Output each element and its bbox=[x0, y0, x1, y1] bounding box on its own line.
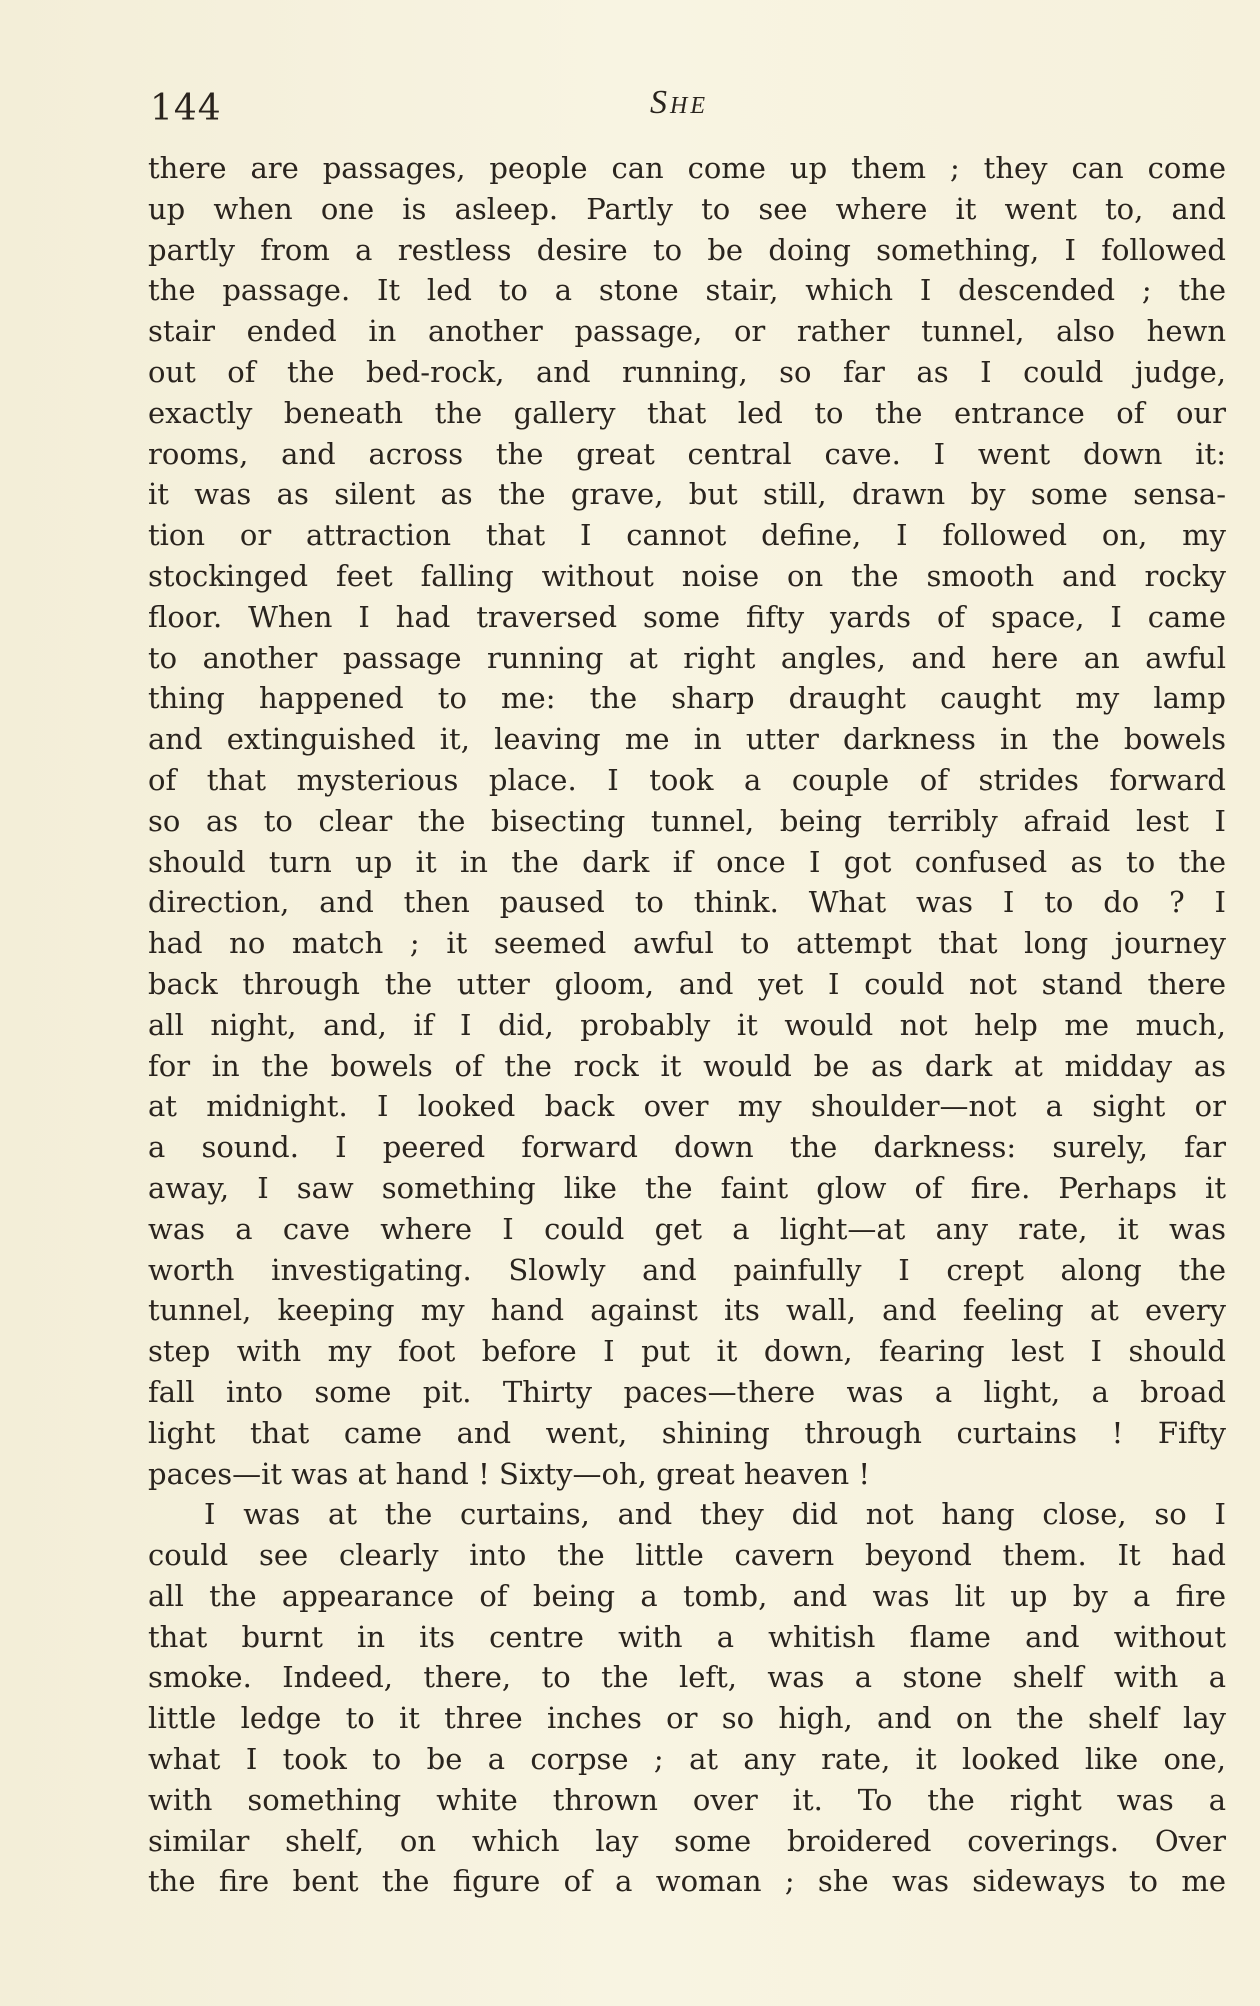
text-line: stair ended in another passage, or rather tunnel, also hewn bbox=[148, 314, 1226, 349]
text-line: for in the bowels of the rock it would be as dark at midday as bbox=[148, 1048, 1226, 1083]
text-line: of that mysterious place. I took a couple of strides forward bbox=[148, 762, 1226, 797]
text-line: step with my foot before I put it down, fearing lest I should bbox=[148, 1334, 1226, 1369]
text-line: light that came and went, shining through curtains ! Fifty bbox=[148, 1415, 1226, 1450]
text-line: out of the bed-rock, and running, so far as I could judge, bbox=[148, 354, 1226, 389]
text-line: a sound. I peered forward down the darkness: surely, far bbox=[148, 1130, 1226, 1165]
text-line: there are passages, people can come up them ; they can come bbox=[148, 151, 1226, 185]
text-line: tion or attraction that I cannot define, I followed on, my bbox=[148, 518, 1226, 553]
text-line: little ledge to it three inches or so high, and on the shelf lay bbox=[148, 1701, 1226, 1736]
text-line: exactly beneath the gallery that led to the entrance of our bbox=[148, 395, 1226, 430]
text-line: the fire bent the figure of a woman ; she was sideways to me bbox=[148, 1864, 1226, 1899]
paragraph-end-line: paces—it was at hand ! Sixty—oh, great heaven ! bbox=[148, 1456, 871, 1491]
text-line: worth investigating. Slowly and painfully I crept along the bbox=[148, 1252, 1226, 1287]
text-line: floor. When I had traversed some fifty yards of space, I came bbox=[148, 599, 1226, 634]
text-line: partly from a restless desire to be doing something, I followed bbox=[148, 232, 1226, 267]
page-number: 144 bbox=[150, 88, 222, 129]
paragraph-first-line: I was at the curtains, and they did not hang close, so I bbox=[204, 1497, 1226, 1532]
text-line: direction, and then paused to think. What was I to do ? I bbox=[148, 885, 1226, 920]
text-line: so as to clear the bisecting tunnel, being terribly afraid lest I bbox=[148, 803, 1226, 838]
text-line: what I took to be a corpse ; at any rate, it looked like one, bbox=[148, 1742, 1226, 1777]
text-line: back through the utter gloom, and yet I could not stand there bbox=[148, 966, 1226, 1001]
text-line: at midnight. I looked back over my shoulder—not a sight or bbox=[148, 1089, 1226, 1124]
text-line: all night, and, if I did, probably it would not help me much, bbox=[148, 1007, 1226, 1042]
text-line: smoke. Indeed, there, to the left, was a stone shelf with a bbox=[148, 1660, 1226, 1695]
text-line: the passage. It led to a stone stair, which I descended ; the bbox=[148, 273, 1226, 308]
text-line: was a cave where I could get a light—at any rate, it was bbox=[148, 1211, 1226, 1246]
text-line: thing happened to me: the sharp draught caught my lamp bbox=[148, 681, 1226, 716]
body-text bbox=[148, 148, 1226, 1902]
text-line: with something white thrown over it. To the right was a bbox=[148, 1782, 1226, 1817]
text-line: it was as silent as the grave, but still, drawn by some sensa- bbox=[148, 477, 1226, 512]
text-line: rooms, and across the great central cave. I went down it: bbox=[148, 436, 1226, 471]
text-line: should turn up it in the dark if once I got confused as to the bbox=[148, 844, 1226, 879]
text-line: fall into some pit. Thirty paces—there was a light, a broad bbox=[148, 1374, 1226, 1409]
text-line: all the appearance of being a tomb, and was lit up by a fire bbox=[148, 1578, 1226, 1613]
text-line: similar shelf, on which lay some broidered coverings. Over bbox=[148, 1823, 1226, 1858]
text-line: could see clearly into the little cavern beyond them. It had bbox=[148, 1538, 1226, 1573]
running-head: She bbox=[650, 84, 708, 121]
text-line: away, I saw something like the faint glow of fire. Perhaps it bbox=[148, 1170, 1226, 1205]
text-line: stockinged feet falling without noise on the smooth and rocky bbox=[148, 558, 1226, 593]
text-line: tunnel, keeping my hand against its wall, and feeling at every bbox=[148, 1293, 1226, 1328]
text-line: up when one is asleep. Partly to see where it went to, and bbox=[148, 191, 1226, 226]
text-line: and extinguished it, leaving me in utter darkness in the bowels bbox=[148, 722, 1226, 757]
text-line: had no match ; it seemed awful to attempt that long journey bbox=[148, 926, 1226, 961]
text-line: that burnt in its centre with a whitish flame and without bbox=[148, 1619, 1226, 1654]
text-line: to another passage running at right angles, and here an awful bbox=[148, 640, 1226, 675]
